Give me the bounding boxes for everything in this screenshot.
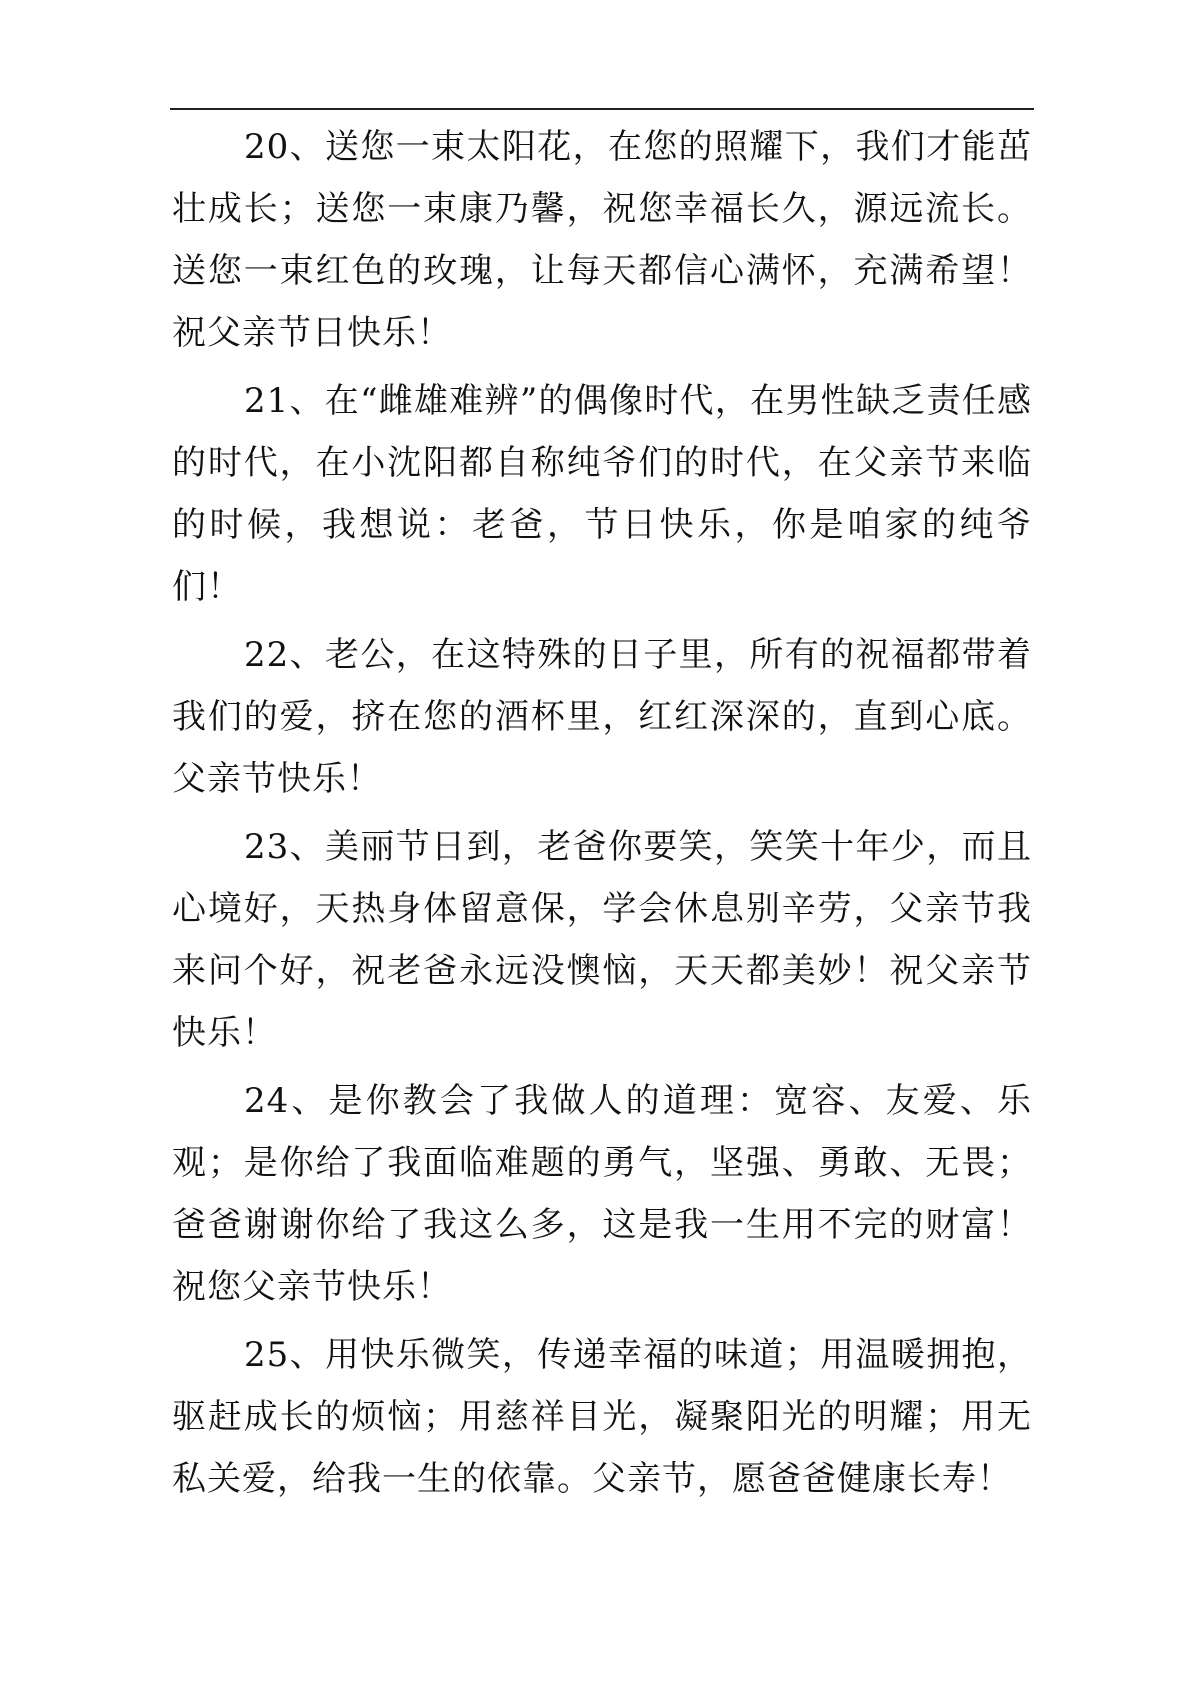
document-body [172, 116, 1032, 1516]
paragraph-22: 22、老公，在这特殊的日子里，所有的祝福都带着我们的爱，挤在您的酒杯里，红红深深的，直到心底。父亲节快乐！ [172, 635, 1032, 799]
paragraph-20: 20、送您一束太阳花，在您的照耀下，我们才能茁壮成长；送您一束康乃馨，祝您幸福长久，源远流长。送您一束红色的玫瑰，让每天都信心满怀，充满希望！祝父亲节日快乐！ [172, 127, 1032, 353]
paragraph-21: 21、在“雌雄难辨”的偶像时代，在男性缺乏责任感的时代，在小沈阳都自称纯爷们的时代，在父亲节来临的时候，我想说：老爸，节日快乐，你是咱家的纯爷们！ [172, 381, 1032, 607]
paragraph-25: 25、用快乐微笑，传递幸福的味道；用温暖拥抱，驱赶成长的烦恼；用慈祥目光，凝聚阳光的明耀；用无私关爱，给我一生的依靠。父亲节，愿爸爸健康长寿！ [172, 1335, 1032, 1499]
paragraph-24: 24、是你教会了我做人的道理：宽容、友爱、乐观；是你给了我面临难题的勇气，坚强、勇敢、无畏；爸爸谢谢你给了我这么多，这是我一生用不完的财富！祝您父亲节快乐！ [172, 1081, 1032, 1307]
header-rule [170, 108, 1034, 110]
paragraph-23: 23、美丽节日到，老爸你要笑，笑笑十年少，而且心境好，天热身体留意保，学会休息别辛劳，父亲节我来问个好，祝老爸永远没懊恼，天天都美妙！祝父亲节快乐！ [172, 827, 1032, 1053]
